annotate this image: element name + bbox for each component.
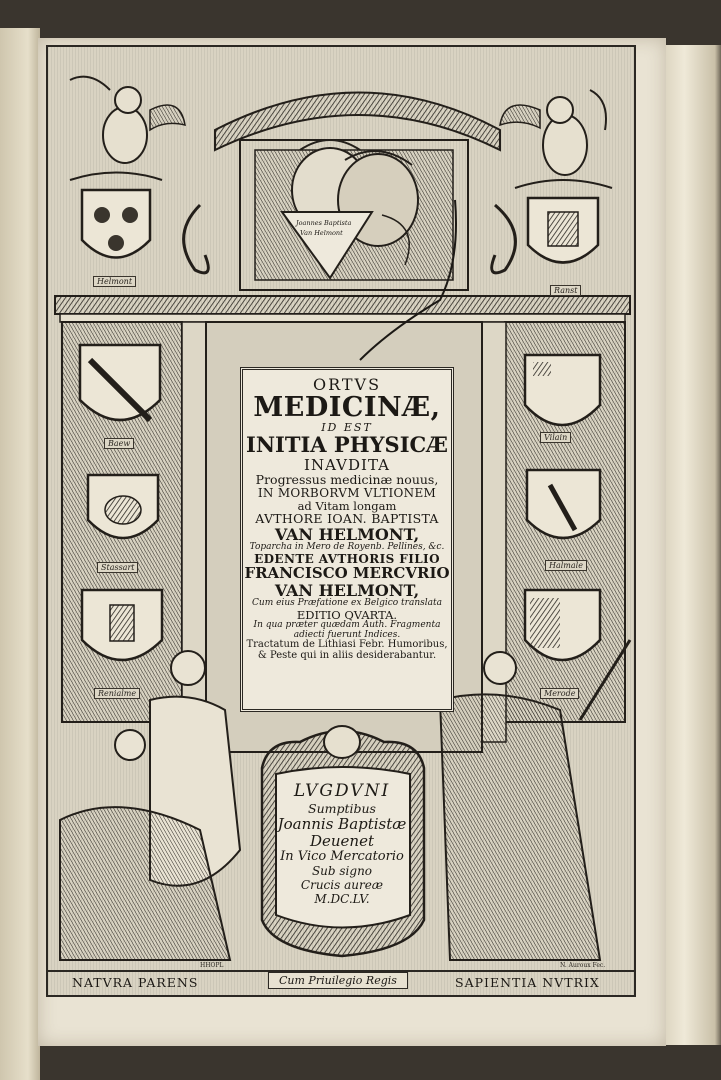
shield-left-1	[80, 345, 160, 420]
imprint-city: LVGDVNI	[293, 781, 391, 801]
footer-privilegio: Cum Priuilegio Regis	[268, 972, 408, 989]
shield-left-3	[82, 590, 162, 660]
heraldry-label-merode: Merode	[540, 688, 579, 699]
entablature	[55, 296, 630, 322]
title-line-vitam: ad Vitam longam	[297, 498, 397, 513]
heraldry-label-ranst: Ranst	[550, 285, 581, 296]
title-line-francisco: FRANCISCO MERCVRIO	[244, 564, 450, 583]
engraver-right: N. Auroux Fec.	[560, 962, 606, 969]
title-line-peste: & Peste qui in aliis desiderabantur.	[257, 650, 437, 662]
shield-top-left	[70, 173, 162, 258]
heraldry-label-helmont: Helmont	[93, 276, 136, 287]
title-line-van-helmont-2: VAN HELMONT,	[274, 580, 420, 600]
engraver-left: HHOPL	[200, 962, 224, 969]
title-line-toparcha: Toparcha in Mero de Royenb. Pellines, &c.	[249, 541, 445, 552]
footer-sapientia-nutrix: SAPIENTIA NVTRIX	[455, 975, 600, 990]
shield-right-1	[525, 355, 600, 425]
heraldry-label-baew: Baew	[104, 438, 134, 449]
heraldry-label-vilain: Vilain	[540, 432, 571, 443]
heraldry-label-halmale: Halmale	[545, 560, 587, 571]
cherub-left	[70, 77, 185, 163]
title-line-indices: adiecti fuerunt Indices.	[293, 629, 401, 640]
title-line-van-helmont: VAN HELMONT,	[274, 524, 420, 544]
heraldry-label-stassart: Stassart	[97, 562, 138, 573]
portrait-label-1: Joannes Baptista	[296, 219, 352, 227]
title-line-edente: EDENTE AVTHORIS FILIO	[254, 551, 440, 566]
portrait-label-2: Van Helmont	[300, 229, 343, 237]
imprint-printer-2: Deuenet	[309, 832, 374, 851]
imprint-sumptibus: Sumptibus	[308, 800, 376, 816]
cherub-right	[500, 90, 606, 175]
footer-natura-parens: NATVRA PARENS	[72, 975, 199, 990]
imprint-cartouche	[268, 768, 416, 938]
imprint-sign-1: Sub signo	[311, 864, 373, 879]
title-line-tractatum: Tractatum de Lithiasi Febr. Humoribus,	[246, 639, 448, 651]
title-panel	[240, 367, 454, 712]
title-line-id-est: ID EST	[321, 421, 373, 435]
title-line-praefatione: Cum eius Præfatione ex Belgico translata	[252, 597, 442, 608]
title-line-inaudita: INAVDITA	[304, 455, 390, 474]
imprint-printer-1: Joannis Baptistæ	[277, 814, 407, 833]
title-line-medicinae: MEDICINÆ,	[253, 392, 441, 424]
title-line-ortus: ORTVS	[312, 375, 382, 394]
title-line-fragmenta: In qua præter quædam Auth. Fragmenta	[253, 620, 441, 631]
title-line-morborum: IN MORBORVM VLTIONEM	[257, 485, 437, 500]
shield-right-3	[525, 590, 600, 660]
title-line-progressus: Progressus medicinæ nouus,	[255, 472, 439, 488]
shield-top-right	[515, 180, 612, 263]
title-line-authore: AVTHORE IOAN. BAPTISTA	[255, 511, 439, 527]
shield-left-2	[88, 475, 158, 538]
imprint-year: M.DC.LV.	[314, 891, 370, 906]
title-line-editio: EDITIO QVARTA.	[296, 607, 398, 622]
heraldry-label-renialme: Renialme	[94, 688, 140, 699]
imprint-street: In Vico Mercatorio	[280, 849, 404, 865]
imprint-sign-2: Crucis aureæ	[300, 878, 384, 893]
title-line-initia: INITIA PHYSICÆ	[246, 432, 448, 458]
shield-right-2	[527, 470, 600, 538]
